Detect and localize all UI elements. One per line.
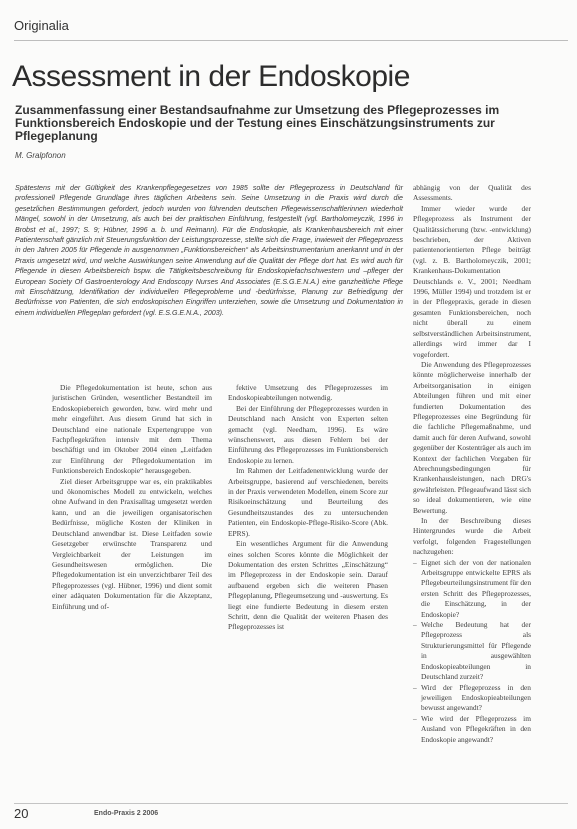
bullet-dash-icon: – xyxy=(413,713,417,723)
paragraph: Immer wieder wurde der Pflegeprozess als Instrument der Qualitätssicherung (bzw. -entwicklung) beschrieben, der Aktiven patientenorientierten Pflege beiträgt (vgl. z. B. Bartholomeyczik, 2001; Krankenhaus-Dokumentation Deutschlands e. V., 2001; Needham 1996, Müller 1994) und trotzdem ist er in der Pflegepraxis, gerade in diesen gesamten Funktionsbereichen, noch nicht überall zu einem selbstverständlichen Arbeitsinstrument, allerdings wird immer dar I vogefordert. xyxy=(413,203,531,359)
article-title: Assessment in der Endoskopie xyxy=(12,60,410,93)
list-item-text: Welche Bedeutung hat der Pflegeprozess als Strukturierungsmittel für Pflegende in ausgewählten Endoskopieabteilungen in Deutschland zurzeit? xyxy=(421,620,531,682)
paragraph: fektive Umsetzung des Pflegeprozesses im Endoskopieabteilungen notwendig. xyxy=(228,383,388,403)
paragraph: Die Anwendung des Pflegeprozesses könnte möglicherweise innerhalb der Arbeitsorganisation in einigen Abteilungen führen und mit einer fundierten Dokumentation des Pflegeprozesses eine Begründung für die fachliche Pflegemaßnahme, und damit auch für deren Aufwand, sowohl gegenüber der Kostenträger als auch im Kontext der fachlichen Vorgaben für Abrechnungsbedingungen für Krankenhausleistungen, nach DRG's gewährleisten. Pflegeaufwand lässt sich so ideal dokumentieren, wie eine Bewertung. xyxy=(413,359,531,515)
list-item-text: Wird der Pflegeprozess in den jeweiligen Endoskopieabteilungen bewusst angewandt? xyxy=(421,682,531,713)
list-item xyxy=(413,558,531,620)
paragraph: Ein wesentliches Argument für die Anwendung eines solchen Scores könnte die Möglichkeit der Dokumentation des ersten Schrittes „Einschätzung“ im Pflegeprozess in der Endoskopie sein. Darauf aufbauend ergeben sich die weiteren Phasen Pflegeplanung, Pflegeumsetzung und -auswertung. Es liegt eine fundierte Bedeutung in diesem ersten Schritt, denn die Qualität der weiteren Phasen des Pflegeprozesses ist xyxy=(228,539,388,632)
body-column-2 xyxy=(228,383,388,633)
bullet-dash-icon: – xyxy=(413,620,417,630)
footer-rule xyxy=(14,803,568,804)
bullet-dash-icon: – xyxy=(413,557,417,567)
article-author: M. Gralpfonon xyxy=(15,151,66,160)
list-item xyxy=(413,714,531,745)
header-rule xyxy=(14,40,568,41)
list-item xyxy=(413,620,531,682)
paragraph: Bei der Einführung der Pflegeprozesses wurden in Deutschland nach Ansicht von Experten selten gemacht (vgl. Needham, 1996). Es wäre wünschenswert, aus diesen Fehlern bei der Einführung des Pflegeprozesses im Funktionsbereich Endoskopie zu lernen. xyxy=(228,403,388,465)
paragraph: Die Pflegedokumentation ist heute, schon aus juristischen Gründen, wesentlicher Bestandteil im Endoskopiebereich geworden, bzw. wird mehr und mehr eingeführt. Aus diesem Grund hat sich in Deutschland eine nationale Expertengruppe von Fachpflegekräften intensiv mit dem Thema beschäftigt und im Oktober 2004 einen „Leitfaden zur Einführung der Pflegedokumentation im Funktionsbereich Endoskopie“ herausgegeben. xyxy=(52,383,212,476)
article-abstract: Spätestens mit der Gültigkeit des Krankenpflegegesetzes von 1985 sollte der Pflegeprozess in Deutschland für professionell Pflegende Grundlage ihres täglichen Arbeitens sein. Seine Umsetzung in die Praxis wird durch die gesetzlichen Bestimmungen gefordert, jedoch wurden von führenden deutschen Pflegewissenschaftlerinnen wiederholt Mängel, sowohl in der Umsetzung, als auch bei der praktischen Einführung, festgestellt (vgl. Bartholomeyczik, 1996 in Brobst et al., 1997; S. 9; Hübner, 1996 a. b. und Reimann). Für die Endoskopie, als Krankenhausbereich mit einer Patientenschaft gänzlich mit Steuerungsfunktion der Leistungsprozesse, stellte sich die Frage, inwieweit der Pflegeprozess in den Jahren 2005 für Pflegende in ausgenommen „Funktionsbereichen“ als Arbeitsinstrumentarium anerkannt und in der Praxis umgesetzt wird, und welche Auswirkungen seine Anwendung auf die Qualität der Pflege dort hat. Es wird auch für Pflegende in diesen Arbeitsbereich bspw. die Tätigkeitsbeschreibung für Endoskopiefachschwestern und –pfleger der European Society Of Gastroenterology And Endoscopy Nurses And Associates (E.S.G.E.N.A.) eine ganzheitliche Pflege mit Einschätzung, Identifikation der individuellen Pflegeprobleme und -bedürfnisse, Planung zur Befriedigung der Bedürfnisse von Patienten, die sich endoskopischen Eingriffen unterziehen, sowie die Umsetzung und Dokumentation in einem individuellen Pflegeplan gefordert (vgl. E.S.G.E.N.A., 2003). xyxy=(15,184,403,317)
body-column-1 xyxy=(52,383,212,612)
paragraph: Im Rahmen der Leitfadenentwicklung wurde der Arbeitsgruppe, basierend auf verschiedenen, bereits in der Praxis verwendeten Modellen, einem Score zur Risikoeinschätzung und Beurteilung des Gesundheitszustandes des zu untersuchenden Patienten, ein Endoskopie-Pflege-Risiko-Score (Abk. EPRS). xyxy=(228,466,388,538)
research-questions-list xyxy=(413,558,531,745)
article-subtitle: Zusammenfassung einer Bestandsaufnahme zur Umsetzung des Pflegeprozesses im Funktionsbereich Endoskopie und der Testung eines Einschätzungsinstruments zur Pflegeplanung xyxy=(15,103,500,143)
bullet-dash-icon: – xyxy=(413,682,417,692)
journal-name: Endo-Praxis 2 2006 xyxy=(94,810,159,817)
paragraph: Ziel dieser Arbeitsgruppe war es, ein praktikables und ökonomisches Modell zu entwickeln, welches ohne Aufwand in den Praxisalltag umgesetzt werden kann, und an die jeweiligen organisatorischen Bedürfnisse, mögliche Kosten der Kliniken in Deutschland anwendbar ist. Diese Leitfaden sowie Gesetzgeber erwünschte Transparenz und Vergleichbarkeit der Leistungen im Gesundheitswesen ermöglichen. Die Pflegedokumentation ist ein unverzichtbarer Teil des Pflegeprozesses (vgl. Hübner, 1996) und dient somit einer adäquaten Dokumentation für die Akzeptanz, Einführung und of- xyxy=(52,476,212,611)
body-column-3 xyxy=(413,183,531,745)
paragraph: In der Beschreibung dieses Hintergrundes wurde die Arbeit verfolgt, folgenden Fragestellungen nachzugehen: xyxy=(413,516,531,557)
list-item xyxy=(413,683,531,714)
page-number: 20 xyxy=(14,806,29,821)
paragraph: abhängig von der Qualität des Assessments. xyxy=(413,183,531,203)
list-item-text: Wie wird der Pflegeprozess im Ausland von Pflegekräften in den Endoskopie angewandt? xyxy=(421,713,531,744)
section-label: Originalia xyxy=(14,18,69,33)
list-item-text: Eignet sich der von der nationalen Arbeitsgruppe entwickelte EPRS als Pflegebeurteilungsinstrument für den ersten Schritt des Pflegeprozesses, die Einschätzung, in der Endoskopie? xyxy=(421,557,532,619)
